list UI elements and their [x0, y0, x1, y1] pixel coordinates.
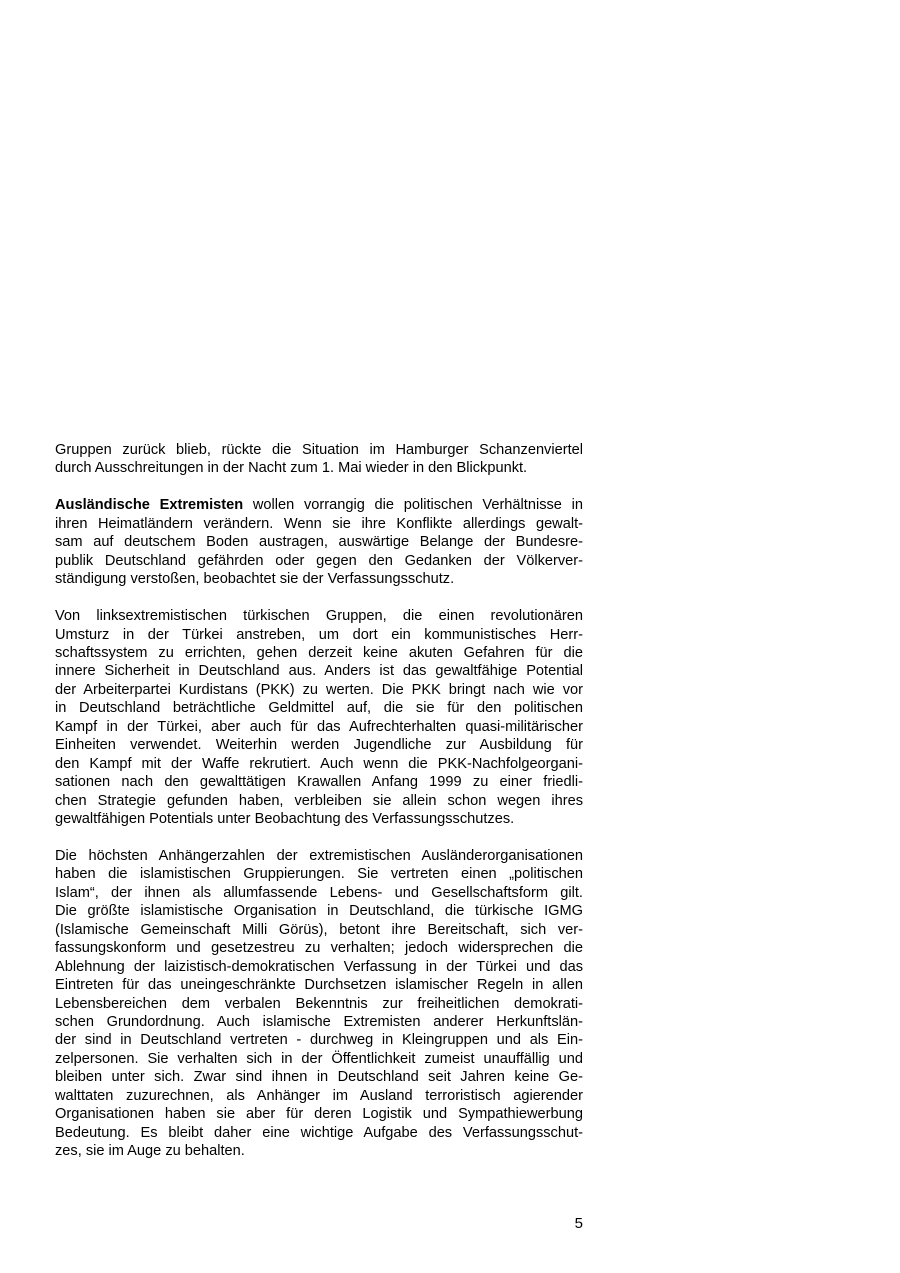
text-line: Einheiten verwendet. Weiterhin werden Jugendliche zur Ausbildung für — [55, 737, 583, 754]
text-line: haben die islamistischen Gruppierungen. Sie vertreten einen „politischen — [55, 866, 583, 883]
page-number: 5 — [574, 1215, 583, 1232]
text-line: Islam“, der ihnen als allumfassende Lebens- und Gesellschaftsform gilt. — [55, 884, 583, 901]
text-line: chen Strategie gefunden haben, verbleiben sie allein schon wegen ihres — [55, 792, 583, 809]
text-line: sam auf deutschem Boden austragen, auswärtige Belange der Bundesre- — [55, 534, 583, 551]
text-line: publik Deutschland gefährden oder gegen den Gedanken der Völkerver- — [55, 552, 583, 569]
text-line: Bedeutung. Es bleibt daher eine wichtige Aufgabe des Verfassungsschut- — [55, 1124, 583, 1141]
text-line: walttaten zuzurechnen, als Anhänger im Ausland terroristisch agierender — [55, 1087, 583, 1104]
text-line: Organisationen haben sie aber für deren Logistik und Sympathiewerbung — [55, 1106, 583, 1123]
text-line: sationen nach den gewalttätigen Krawallen Anfang 1999 zu einer friedli- — [55, 774, 583, 791]
text-line: Die höchsten Anhängerzahlen der extremistischen Ausländerorganisationen — [55, 847, 583, 864]
paragraph-4 — [55, 847, 583, 1161]
text-line: der Arbeiterpartei Kurdistans (PKK) zu werten. Die PKK bringt nach wie vor — [55, 681, 583, 698]
text-line: den Kampf mit der Waffe rekrutiert. Auch wenn die PKK-Nachfolgeorgani- — [55, 755, 583, 772]
text-line: Kampf in der Türkei, aber auch für das Aufrechterhalten quasi-militärischer — [55, 718, 583, 735]
text-line: Ablehnung der laizistisch-demokratischen Verfassung in der Türkei und das — [55, 958, 583, 975]
text-line: durch Ausschreitungen in der Nacht zum 1. Mai wieder in den Blickpunkt. — [55, 460, 528, 477]
text-line: bleiben unter sich. Zwar sind ihnen in Deutschland seit Jahren keine Ge- — [55, 1069, 583, 1086]
paragraph-1 — [55, 441, 583, 478]
paragraph-3 — [55, 607, 583, 828]
text-line: fassungskonform und gesetzestreu zu verhalten; jedoch widersprechen die — [55, 940, 583, 957]
text-line: Umsturz in der Türkei anstreben, um dort ein kommunistisches Herr- — [55, 626, 583, 643]
text-line: innere Sicherheit in Deutschland aus. Anders ist das gewaltfähige Potential — [55, 663, 583, 680]
bold-lead-term: Ausländische Extremisten — [55, 497, 244, 514]
text-line: Von linksextremistischen türkischen Gruppen, die einen revolutionären — [55, 608, 583, 625]
text-line: Lebensbereichen dem verbalen Bekenntnis zur freiheitlichen demokrati- — [55, 995, 583, 1012]
text-line: schaftssystem zu errichten, gehen derzeit keine akuten Gefahren für die — [55, 644, 583, 661]
text-line: gewaltfähigen Potentials unter Beobachtung des Verfassungsschutzes. — [55, 811, 515, 828]
text-line: schen Grundordnung. Auch islamische Extremisten anderer Herkunftslän- — [55, 1014, 583, 1030]
paragraph-2 — [55, 496, 583, 588]
text-line: der sind in Deutschland vertreten - durchweg in Kleingruppen und als Ein- — [55, 1032, 583, 1049]
text-line: Gruppen zurück blieb, rückte die Situation im Hamburger Schanzenviertel — [55, 442, 583, 458]
text-line: ihren Heimatländern verändern. Wenn sie ihre Konflikte allerdings gewalt- — [55, 515, 583, 532]
text-line-rest: wollen vorrangig die politischen Verhältnisse in — [243, 497, 583, 514]
text-line: in Deutschland beträchtliche Geldmittel auf, die sie für den politischen — [55, 700, 583, 717]
text-line: Eintreten für das uneingeschränkte Durchsetzen islamischer Regeln in allen — [55, 977, 583, 994]
body-text — [55, 441, 583, 1161]
text-line: (Islamische Gemeinschaft Milli Görüs), betont ihre Bereitschaft, sich ver- — [55, 921, 583, 938]
text-line: Die größte islamistische Organisation in Deutschland, die türkische IGMG — [55, 903, 583, 920]
text-line — [55, 496, 583, 514]
text-line: zelpersonen. Sie verhalten sich in der Öffentlichkeit zumeist unauffällig und — [55, 1050, 583, 1067]
text-line: zes, sie im Auge zu behalten. — [55, 1143, 245, 1160]
text-line: ständigung verstoßen, beobachtet sie der Verfassungsschutz. — [55, 571, 455, 588]
